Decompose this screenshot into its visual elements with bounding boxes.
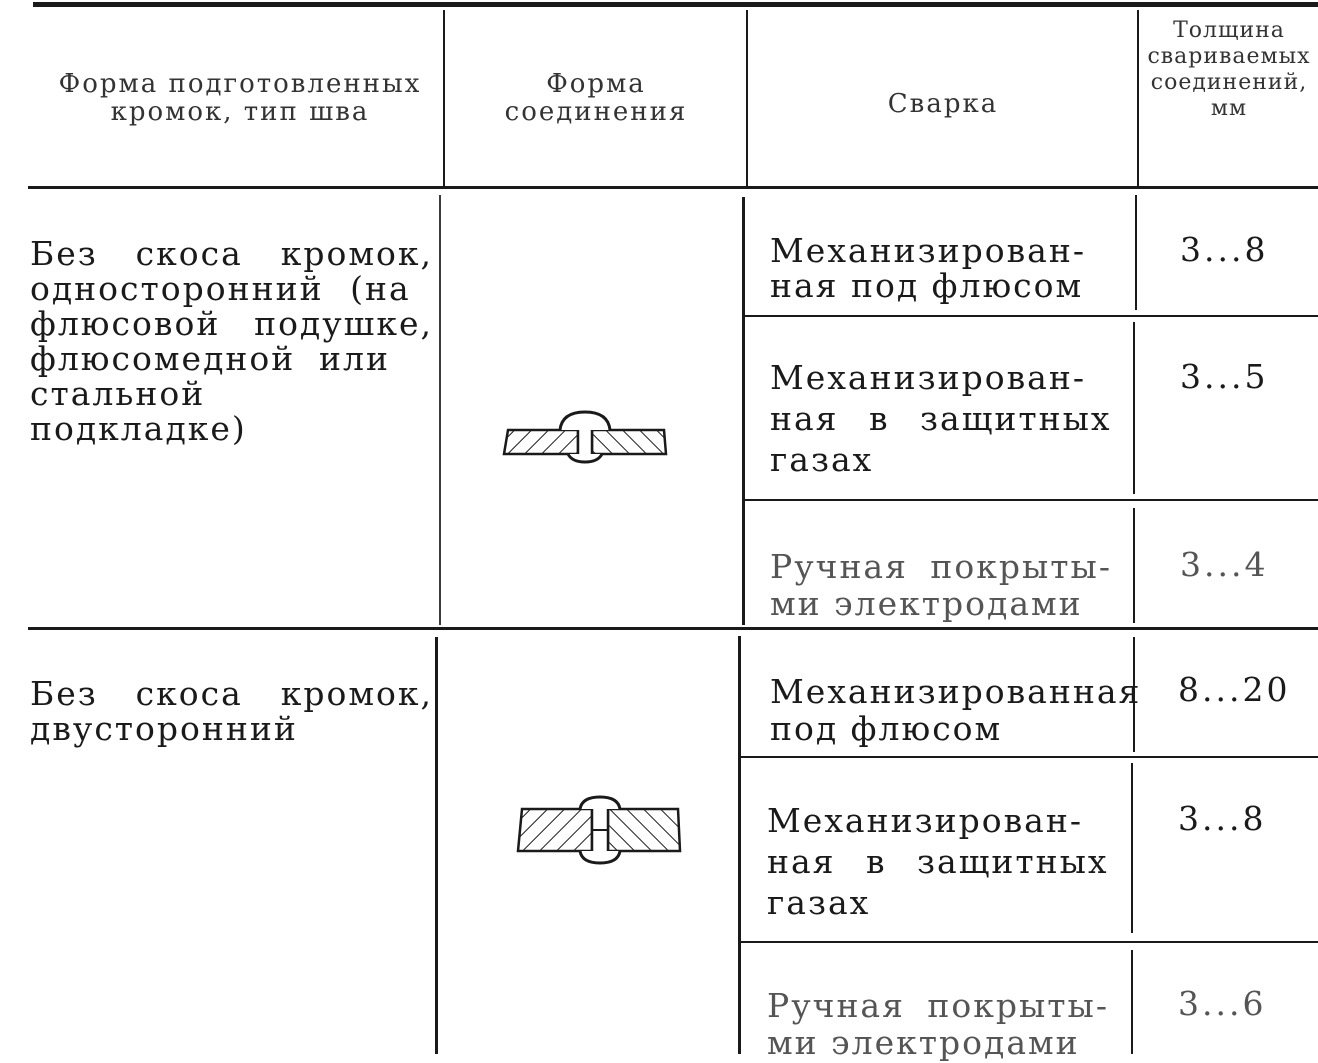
header-thickness: Толщина свариваемых соединений, мм [1147,18,1311,121]
g2-row3-thickness: 3...6 [1178,984,1267,1023]
g2-row2-welding: Механизирован- ная в защитных газах [767,801,1109,922]
g1-separator-3b [1133,322,1135,494]
header-welding: Сварка [887,89,999,119]
g1-row1-welding: Механизирован- ная под флюсом [770,231,1086,305]
single-sided-butt-weld-icon [500,410,670,466]
g2-row-rule-2 [741,941,1318,943]
g1-separator-3c [1133,508,1135,623]
g2-row1-thickness: 8...20 [1178,670,1291,709]
g1-separator-3a [1135,195,1137,310]
header-joint-form: Форма соединения [504,69,688,127]
header-separator-1 [443,10,445,186]
g2-row1-welding: Механизированная под флюсом [770,672,1142,748]
g1-description: Без скоса кромок, односторонний (на флюсовой подушке, флюсомедной или стальной подкладке) [30,234,433,448]
g2-description: Без скоса кромок, двусторонний [30,674,433,748]
header-separator-2 [746,10,748,186]
g1-row3-thickness: 3...4 [1180,545,1269,584]
g1-row-rule-2 [745,499,1318,501]
g2-separator-1 [435,637,438,1054]
g1-row1-thickness: 3...8 [1180,230,1269,269]
g2-separator-2 [738,636,741,1054]
g2-separator-3c [1131,950,1133,1054]
g2-row3-welding: Ручная покрыты- ми электродами [767,986,1109,1062]
g1-separator-2 [742,197,745,625]
g1-row-rule-1 [745,315,1318,317]
top-border [33,2,1318,7]
g2-row-rule-1 [741,756,1318,758]
group-divider-rule [28,627,1318,630]
g2-row2-thickness: 3...8 [1178,799,1267,838]
g2-separator-3b [1131,763,1133,933]
header-bottom-rule [28,186,1318,189]
g1-separator-1 [439,195,441,625]
g1-row2-thickness: 3...5 [1180,357,1269,396]
g1-row3-welding: Ручная покрыты- ми электродами [770,547,1112,623]
double-sided-butt-weld-icon [510,795,690,865]
g1-row2-welding: Механизирован- ная в защитных газах [770,358,1112,479]
header-separator-3 [1137,10,1139,186]
header-edge-form: Форма подготовленных кромок, тип шва [58,69,422,127]
